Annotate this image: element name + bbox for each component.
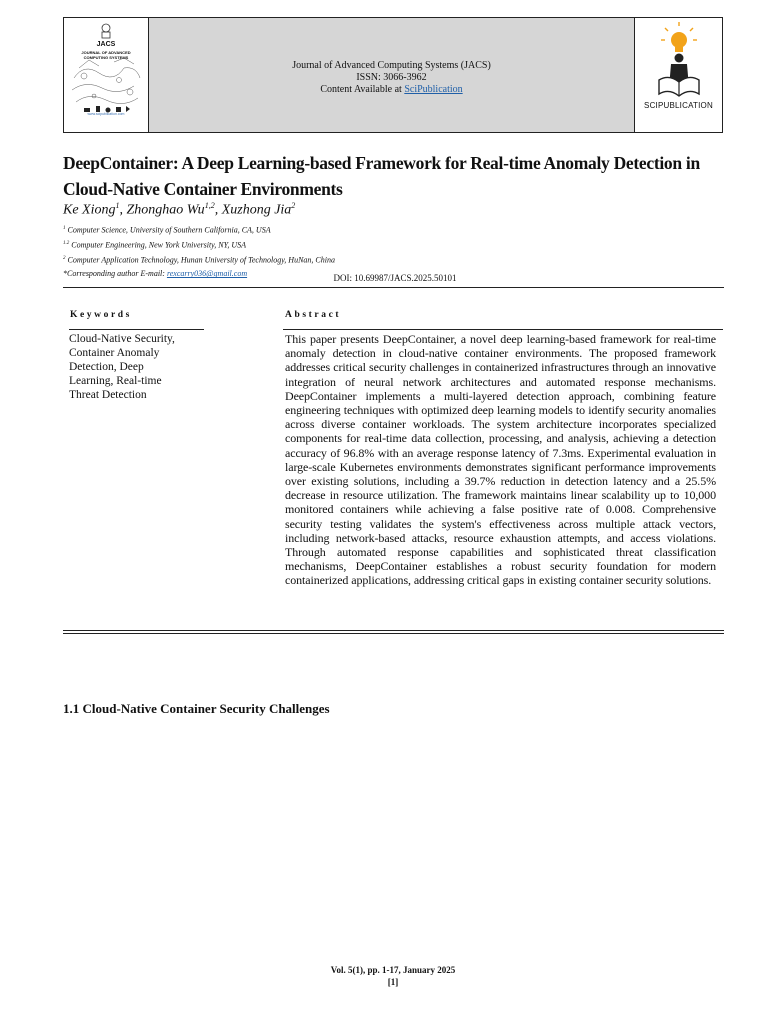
- keywords-heading: Keywords: [70, 310, 132, 320]
- affiliation: [63, 237, 335, 252]
- abstract-text: This paper presents DeepContainer, a novel deep learning-based framework for real-time anomaly detection in cloud-native container environments. The proposed framework addresses critical security challenges in containerized infrastructures through an innovative integration of neural network architectures and automated response mechanisms. DeepContainer implements a multi-layered detection approach, combining feature engineering techniques with optimized deep learning models to identify security anomalies across diverse container workloads. The system architecture incorporates specialized components for real-time data collection, processing, and analysis, achieving a detection accuracy of 96.8% with an average response latency of 7.3ms. Experimental evaluation in large-scale Kubernetes environments demonstrates significant performance improvements over existing solutions, including a 39.7% reduction in detection latency and a 25.5% decrease in resource utilization. The framework maintains linear scalability up to 10,000 monitored containers while achieving a false positive rate of 0.008. Comprehensive security testing validates the system's effectiveness across multiple attack vectors, including network-based attacks, resource exhaustion attempts, and access violations. Through automated response capabilities and sophisticated threat classification mechanisms, DeepContainer establishes a robust security foundation for modern containerized applications, addressing critical gaps in existing container security solutions.: [285, 332, 716, 588]
- jacs-logo: [64, 18, 149, 132]
- divider: [63, 630, 724, 631]
- divider: [69, 329, 204, 330]
- volume-info: Vol. 5(1), pp. 1-17, January 2025: [330, 965, 456, 975]
- page-number: [1]: [387, 977, 399, 987]
- author-affiliation-mark: 1,2: [204, 201, 215, 210]
- keywords-line: Container Anomaly: [69, 347, 160, 359]
- keywords-line: Threat Detection: [69, 389, 147, 401]
- jacs-logo-label: JACS: [96, 41, 116, 48]
- corresponding-prefix: *Corresponding author E-mail:: [63, 269, 167, 279]
- journal-info: [149, 18, 634, 132]
- journal-issn: ISSN: 3066-3962: [356, 72, 427, 83]
- author-name: Zhonghao Wu: [126, 202, 205, 218]
- author-separator: ,: [214, 202, 222, 218]
- author-name: Xuzhong Jia: [221, 202, 292, 218]
- jacs-logo-subtitle: JOURNAL OF ADVANCED COMPUTING SYSTEMS: [81, 50, 131, 60]
- keywords-list: [69, 332, 204, 402]
- keywords-line: Cloud-Native Security,: [69, 333, 175, 345]
- journal-banner: [63, 17, 723, 133]
- abstract-heading: Abstract: [285, 310, 342, 320]
- journal-name: Journal of Advanced Computing Systems (JACS): [292, 60, 491, 71]
- author-affiliation-mark: 1: [115, 201, 120, 210]
- author-separator: ,: [119, 202, 127, 218]
- affiliation-text: Computer Engineering, New York University, NY, USA: [71, 240, 246, 250]
- affiliation-mark: 2: [63, 256, 66, 262]
- lightbulb-book-icon: [635, 18, 723, 98]
- doi: DOI: 10.69987/JACS.2025.50101: [333, 273, 457, 283]
- corresponding-email-link[interactable]: rexcarry036@gmail.com: [166, 269, 248, 279]
- scipublication-logo-label: SCIPUBLICATION: [644, 101, 713, 110]
- divider: [283, 329, 723, 330]
- author-list: [63, 201, 295, 219]
- author-affiliation-mark: 2: [291, 201, 296, 210]
- section-heading: 1.1 Cloud-Native Container Security Challenges: [63, 701, 330, 716]
- affiliation-text: Computer Science, University of Southern California, CA, USA: [67, 225, 271, 235]
- affiliation-mark: 1.2: [63, 241, 70, 247]
- scipublication-link[interactable]: SciPublication: [404, 84, 463, 95]
- paper-title: DeepContainer: A Deep Learning-based Framework for Real-time Anomaly Detection in Cloud-Native Container Environments: [63, 153, 700, 199]
- scipublication-logo: [634, 18, 722, 132]
- affiliation-mark: 1: [63, 226, 66, 231]
- author-name: Ke Xiong: [63, 202, 116, 218]
- jacs-logo-url: www.scipublication.com: [87, 112, 125, 116]
- availability-prefix: Content Available at: [320, 84, 405, 95]
- affiliation-text: Computer Application Technology, Hunan University of Technology, HuNan, China: [67, 255, 335, 265]
- keywords-line: Learning, Real-time: [69, 375, 162, 387]
- page-footer: [0, 964, 768, 988]
- affiliation: [63, 252, 335, 267]
- journal-availability: [320, 84, 462, 96]
- divider: [63, 633, 724, 634]
- keywords-line: Detection, Deep: [69, 361, 144, 373]
- affiliation: [63, 222, 335, 237]
- divider: [63, 287, 724, 288]
- jacs-emblem-icon: [64, 18, 149, 134]
